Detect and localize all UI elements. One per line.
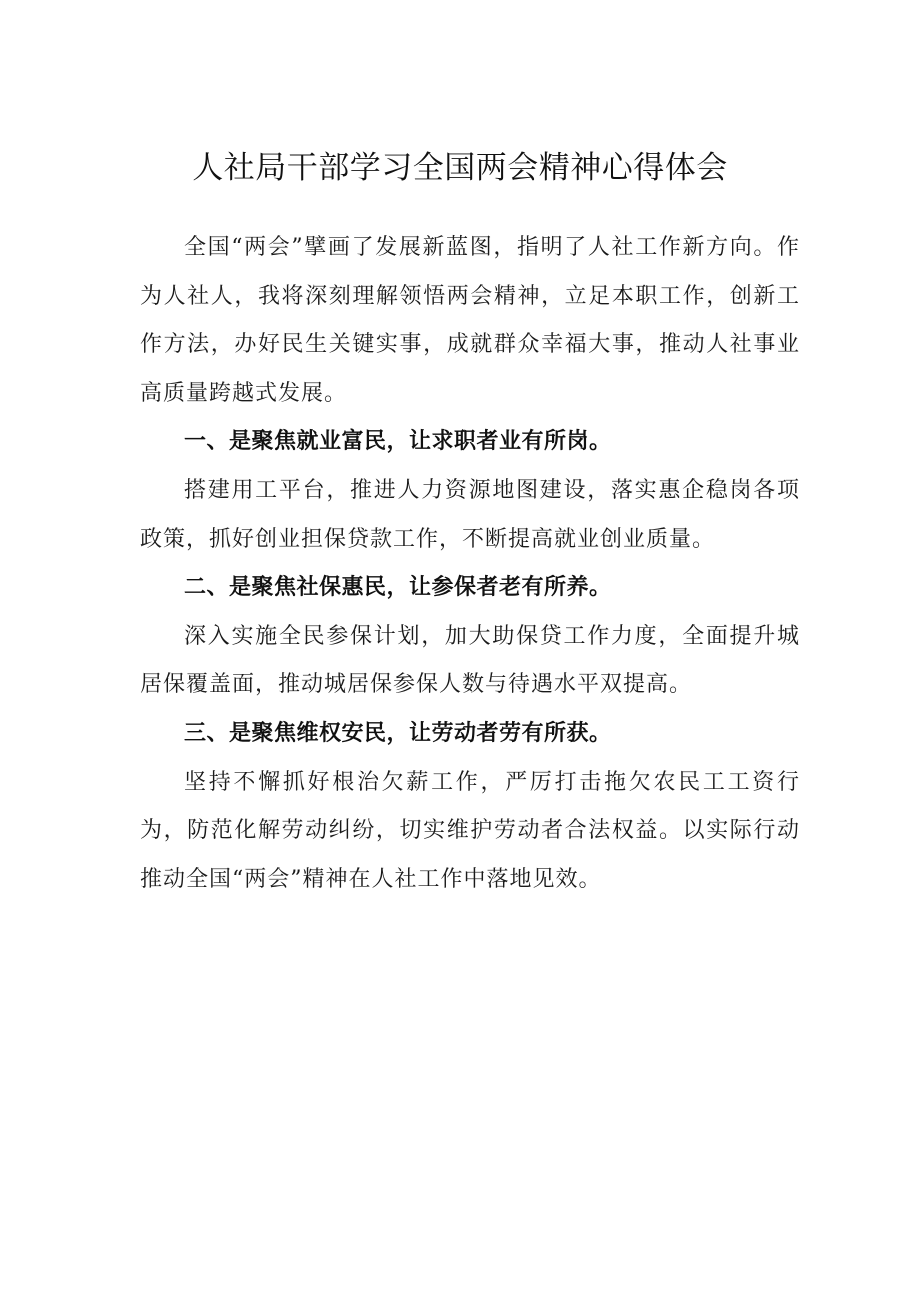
section-heading-rights-protection: 三、是聚焦维权安民，让劳动者劳有所获。	[184, 720, 612, 746]
section-text-rights-protection: 坚持不懈抓好根治欠薪工作，严厉打击拖欠农民工工资行为，防范化解劳动纠纷，切实维护劳动者合法权益。以实际行动推动全国“两会”精神在人社工作中落地见效。	[140, 769, 800, 892]
intro-paragraph: 全国“两会”擘画了发展新蓝图，指明了人社工作新方向。作为人社人，我将深刻理解领悟两会精神，立足本职工作，创新工作方法，办好民生关键实事，成就群众幸福大事，推动人社事业高质量跨越式发展。	[140, 235, 800, 406]
document-title: 人社局干部学习全国两会精神心得体会	[192, 150, 728, 186]
section-text-employment: 搭建用工平台，推进人力资源地图建设，落实惠企稳岗各项政策，抓好创业担保贷款工作，不断提高就业创业质量。	[140, 477, 800, 552]
section-heading-social-security: 二、是聚焦社保惠民，让参保者老有所养。	[184, 575, 612, 601]
document-body	[140, 224, 800, 904]
section-heading-employment: 一、是聚焦就业富民，让求职者业有所岗。	[184, 429, 612, 455]
section-text-social-security: 深入实施全民参保计划，加大助保贷工作力度，全面提升城居保覆盖面，推动城居保参保人数与待遇水平双提高。	[140, 623, 800, 698]
